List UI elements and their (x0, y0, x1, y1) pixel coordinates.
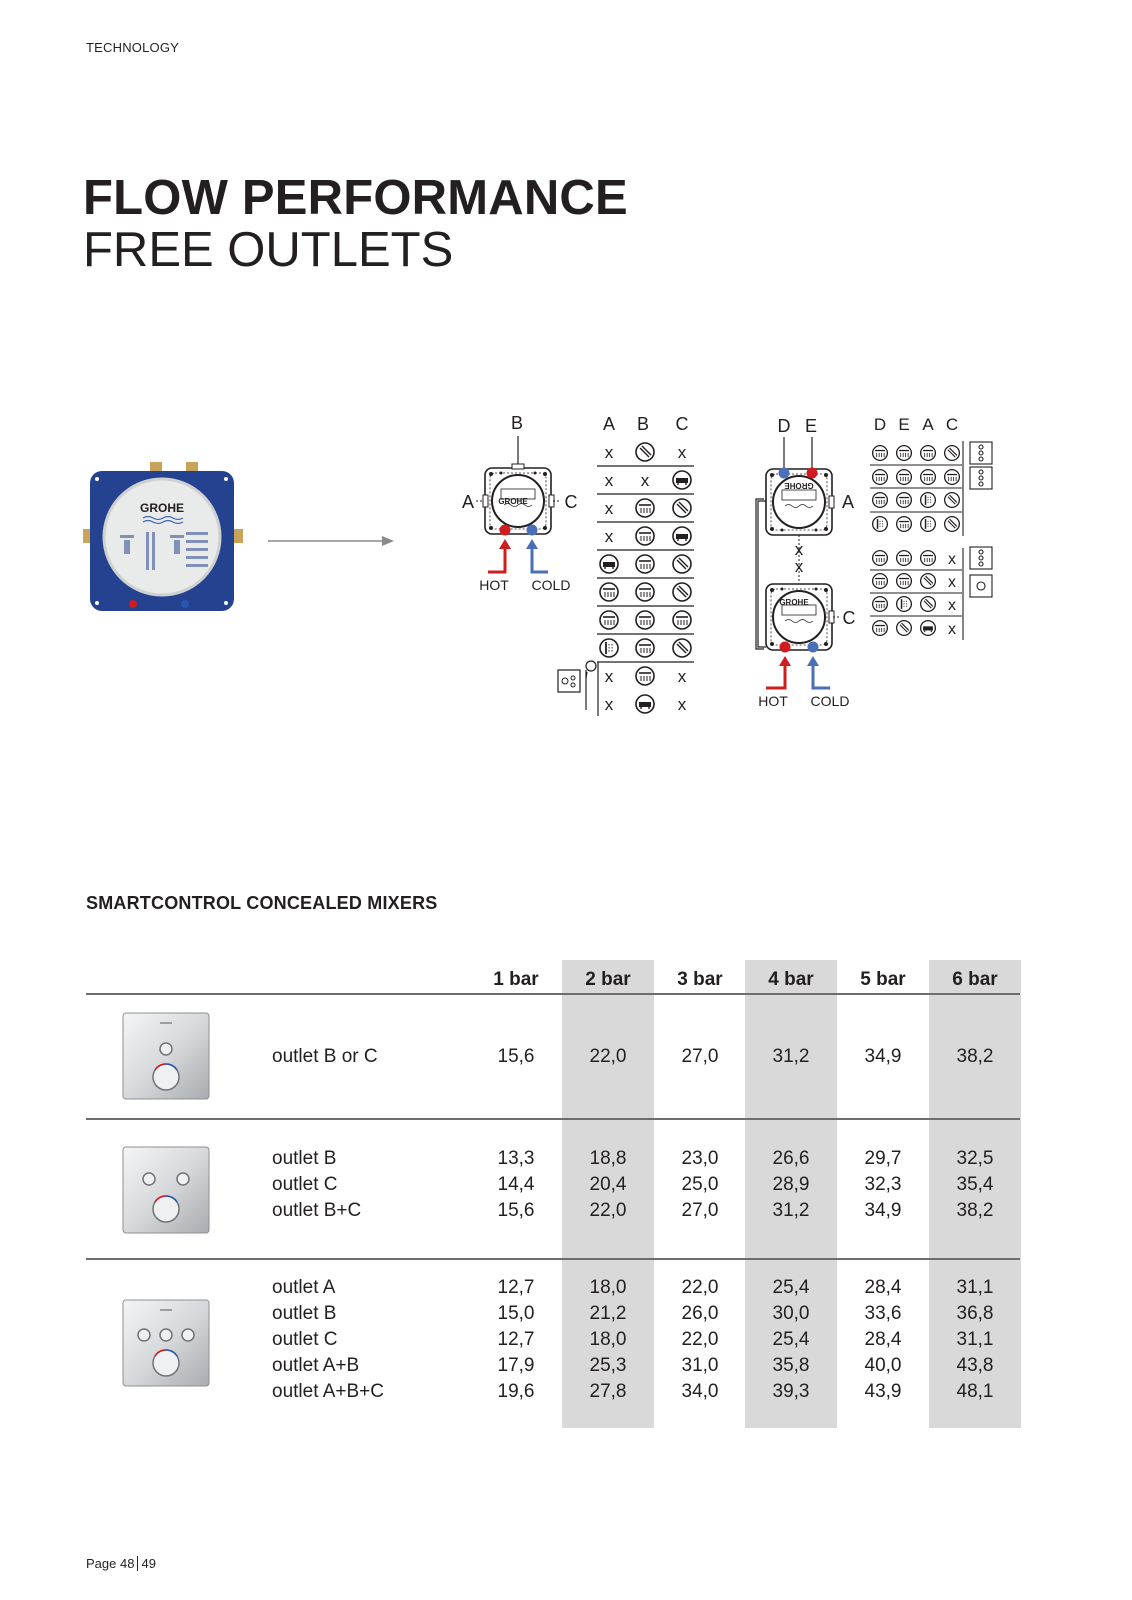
column-header-e: E (898, 415, 910, 434)
table-divider (86, 1258, 1020, 1260)
installation-diagram (0, 0, 1132, 760)
combination-x-mark: x (677, 443, 687, 462)
outlet-label-e: E (804, 416, 818, 436)
column-header: 1 bar (493, 969, 539, 990)
column-header: 5 bar (860, 969, 906, 990)
table-divider (86, 1118, 1020, 1120)
outlet-label-a: A (841, 492, 855, 512)
page-title: FLOW PERFORMANCE (83, 171, 628, 225)
combination-x-mark: x (604, 695, 614, 714)
mixer-panel-two-buttons (122, 1146, 210, 1236)
column-header: 2 bar (585, 969, 631, 990)
value-cell: 15,6 (497, 1046, 535, 1067)
three-way-diagram (462, 413, 694, 716)
column-header-d: D (873, 415, 887, 434)
page-right-number: 49 (141, 1556, 156, 1571)
column-header-a: A (922, 415, 934, 434)
outlet-label: outlet B (272, 1303, 337, 1324)
combination-x-mark: x (948, 621, 956, 638)
value-column: 18,0 21,2 18,0 25,3 27,8 (589, 1277, 627, 1402)
combination-x-mark: x (948, 597, 956, 614)
page-number (86, 1556, 156, 1571)
outlet-label: outlet A+B+C (272, 1381, 384, 1402)
column-header-b: B (636, 414, 650, 434)
column-header-a: A (602, 414, 616, 434)
combination-x-mark: x (604, 443, 614, 462)
value-cell: 34,9 (864, 1046, 902, 1067)
value-cell: 27,0 (681, 1046, 719, 1067)
outlet-list (272, 1146, 361, 1224)
column-header-c: C (945, 415, 959, 434)
value-column: 28,4 33,6 28,4 40,0 43,9 (864, 1277, 902, 1402)
section-label: TECHNOLOGY (86, 40, 180, 55)
table-heading: SMARTCONTROL CONCEALED MIXERS (86, 893, 438, 913)
outlet-label-a: A (461, 492, 475, 512)
outlet-label: outlet C (272, 1174, 338, 1195)
column-header: 6 bar (952, 969, 998, 990)
value-column: 23,0 25,0 27,0 (681, 1148, 719, 1221)
value-column: 22,0 26,0 22,0 31,0 34,0 (681, 1277, 719, 1402)
body-brand-text: GROHE (784, 481, 814, 490)
value-column: 31,1 36,8 31,1 43,8 48,1 (956, 1277, 994, 1402)
combination-x-mark: x (677, 695, 687, 714)
value-column: 25,4 30,0 25,4 35,8 39,3 (772, 1277, 810, 1402)
brand-logo-text: GROHE (139, 501, 185, 515)
mixer-panel-one-button (122, 1012, 210, 1102)
value-cell: 31,2 (772, 1046, 810, 1067)
body-brand-text: GROHE (498, 497, 528, 506)
outlet-label: outlet B (272, 1148, 337, 1169)
combination-x-mark: x (604, 499, 614, 518)
value-column: 12,7 15,0 12,7 17,9 19,6 (497, 1277, 535, 1402)
hand-shower-icon (558, 661, 596, 710)
combination-x-mark: x (794, 540, 804, 559)
outlet-label-c: C (842, 608, 856, 628)
five-way-diagram (756, 415, 992, 709)
outlet-label: outlet B or C (272, 1046, 378, 1067)
combination-x-mark: x (948, 574, 956, 591)
body-jet-icon (970, 442, 992, 597)
outlet-label: outlet A+B (272, 1355, 360, 1376)
page-subtitle: FREE OUTLETS (83, 223, 454, 277)
combination-x-mark: x (604, 471, 614, 490)
value-cell: 22,0 (589, 1046, 627, 1067)
hot-label: HOT (758, 693, 788, 709)
value-column: 13,3 14,4 15,6 (497, 1148, 535, 1221)
outlet-list (272, 1044, 378, 1070)
combination-x-mark: x (640, 471, 650, 490)
combination-x-mark: x (677, 667, 687, 686)
outlet-list (272, 1275, 384, 1405)
cold-label: COLD (810, 693, 850, 709)
body-brand-text: GROHE (779, 598, 809, 607)
hot-label: HOT (479, 577, 509, 593)
value-column: 32,5 35,4 38,2 (956, 1148, 994, 1221)
page-prefix: Page (86, 1556, 117, 1571)
page-left-number: 48 (120, 1556, 135, 1571)
value-column: 26,6 28,9 31,2 (772, 1148, 810, 1221)
value-cell: 38,2 (956, 1046, 994, 1067)
outlet-label: outlet B+C (272, 1200, 362, 1221)
column-header: 3 bar (677, 969, 723, 990)
column-header: 4 bar (768, 969, 814, 990)
outlet-label-d: D (777, 416, 791, 436)
table-divider (86, 993, 1020, 995)
combination-x-mark: x (948, 551, 956, 568)
combination-x-mark: x (604, 527, 614, 546)
combination-x-mark: x (604, 667, 614, 686)
outlet-label: outlet C (272, 1329, 338, 1350)
outlet-label: outlet A (272, 1277, 336, 1298)
mixer-panel-three-buttons (122, 1299, 210, 1389)
concealed-body-product-image (83, 462, 243, 611)
combination-x-mark: x (794, 557, 804, 576)
cold-label: COLD (531, 577, 571, 593)
value-column: 29,7 32,3 34,9 (864, 1148, 902, 1221)
outlet-label-b: B (510, 413, 524, 433)
arrow-icon (268, 536, 394, 546)
value-column: 18,8 20,4 22,0 (589, 1148, 627, 1221)
outlet-label-c: C (564, 492, 578, 512)
column-header-c: C (675, 414, 689, 434)
